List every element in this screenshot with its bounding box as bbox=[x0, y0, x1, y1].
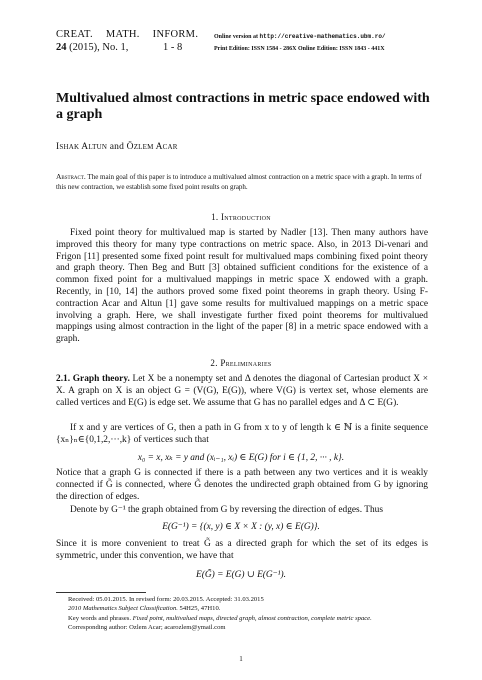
footnote-rule bbox=[56, 592, 146, 593]
subsection-title: Graph theory. bbox=[72, 374, 130, 384]
msc-classification bbox=[68, 604, 428, 613]
subsection-graph-theory bbox=[56, 374, 428, 409]
footnotes bbox=[68, 595, 428, 633]
author-2: Özlem Acar bbox=[126, 142, 178, 152]
abstract-label: Abstract. bbox=[56, 172, 86, 181]
author-and: and bbox=[109, 142, 125, 152]
graph-definition-text: Let X be a nonempty set and Δ denotes the diagonal of Cartesian product X × X. A graph on X is an object G = (V(G), E(G)), where V(G) is vertex set, whose elements are called vertices and E(G) is edge set. We assume that G has no parallel edges and Δ ⊂ E(G). bbox=[56, 374, 428, 408]
connected-graph-paragraph: Notice that a graph G is connected if there is a path between any two vertices and it is weakly connected if G̃ is connected, where G̃ denotes the undirected graph obtained from G by ignoring the direction of edges. bbox=[56, 468, 428, 502]
author-1: Ishak Altun bbox=[56, 142, 108, 152]
paper-authors bbox=[56, 142, 178, 152]
journal-issue: (2015), No. 1, bbox=[69, 42, 129, 53]
paper-title: Multivalued almost contractions in metric space endowed with a graph bbox=[56, 91, 430, 122]
online-label: Online version at bbox=[214, 34, 259, 40]
equation-reverse-edges: E(G⁻¹) = {(x, y) ∈ X × X : (y, x) ∈ E(G)}. bbox=[162, 522, 320, 532]
journal-editions bbox=[214, 31, 386, 55]
keywords-label: Key words and phrases. bbox=[68, 614, 131, 622]
journal-abbrev-3: INFORM. bbox=[152, 29, 199, 40]
abstract-text: The main goal of this paper is to introduce a multivalued almost contraction on a metric space with a graph. In terms of this new contraction, we establish some fixed point results on graph. bbox=[56, 173, 422, 191]
introduction-paragraph: Fixed point theory for multivalued map is started by Nadler [13]. Then many authors have improved this theory for many type contractions on metric space. Also, in 2013 Di-venari and Frigon [11] presented some fixed point result for multivalued maps combining fixed point theory and graph theory. Then Beg and Butt [3] obtained sufficient conditions for the existence of a common fixed point for a multivalued mappings in metric space X endowed with a graph. Recently, in [10, 14] the authors proved some fixed point theorems in graph theory. Using F-contraction Acar and Altun [1] gave some results for multivalued mappings on a metric space involving a graph. Here, we shall investigate further fixed point theorems for multivalued mappings using almost contraction in the light of the paper [8] in a metric space endowed with a graph. bbox=[56, 228, 428, 345]
keywords bbox=[68, 614, 428, 623]
path-definition-paragraph: If x and y are vertices of G, then a path in G from x to y of length k ∈ ℕ is a finite sequence {xₙ}ₙ∈{0,1,2,···,k} of vertices such that bbox=[56, 423, 428, 445]
keywords-text: Fixed point, multivalued maps, directed graph, almost contraction, complete metric space. bbox=[132, 614, 372, 622]
journal-abbrev-2: MATH. bbox=[105, 29, 140, 40]
print-edition: Print Edition: ISSN 1584 - 286X Online Edition: ISSN 1843 - 441X bbox=[214, 46, 385, 52]
reverse-graph-paragraph: Denote by G⁻¹ the graph obtained from G by reversing the direction of edges. Thus bbox=[70, 505, 383, 515]
online-url: http://creative-mathematics.ubm.ro/ bbox=[259, 33, 386, 40]
corresponding-author: Corresponding author: Ozlem Acar; acarozlem@ymail.com bbox=[68, 624, 226, 632]
subsection-number: 2.1. bbox=[56, 374, 71, 384]
section-heading-introduction: 1. Introduction bbox=[211, 212, 271, 222]
msc-codes: 54H25, 47H10. bbox=[179, 605, 221, 613]
equation-path: x₀ = x, xₖ = y and (xᵢ₋₁, xᵢ) ∈ E(G) for i ∈ {1, 2, ··· , k}. bbox=[137, 453, 345, 463]
abstract bbox=[56, 172, 428, 192]
msc-label: 2010 Mathematics Subject Classification. bbox=[68, 605, 178, 613]
journal-abbrev-1: CREAT. bbox=[56, 29, 93, 40]
equation-undirected-edges: E(G̃) = E(G) ∪ E(G⁻¹). bbox=[196, 570, 286, 580]
journal-citation bbox=[56, 28, 208, 54]
journal-volume: 24 bbox=[56, 42, 67, 53]
undirected-graph-paragraph: Since it is more convenient to treat G̃ as a directed graph for which the set of its edges is symmetric, under this convention, we have that bbox=[56, 539, 428, 561]
journal-pages: 1 - 8 bbox=[162, 42, 183, 53]
page-number: 1 bbox=[239, 655, 243, 663]
section-heading-preliminaries: 2. Preliminaries bbox=[210, 358, 272, 368]
received-dates: Received: 05.01.2015. In revised form: 20.03.2015. Accepted: 31.03.2015 bbox=[68, 596, 264, 603]
